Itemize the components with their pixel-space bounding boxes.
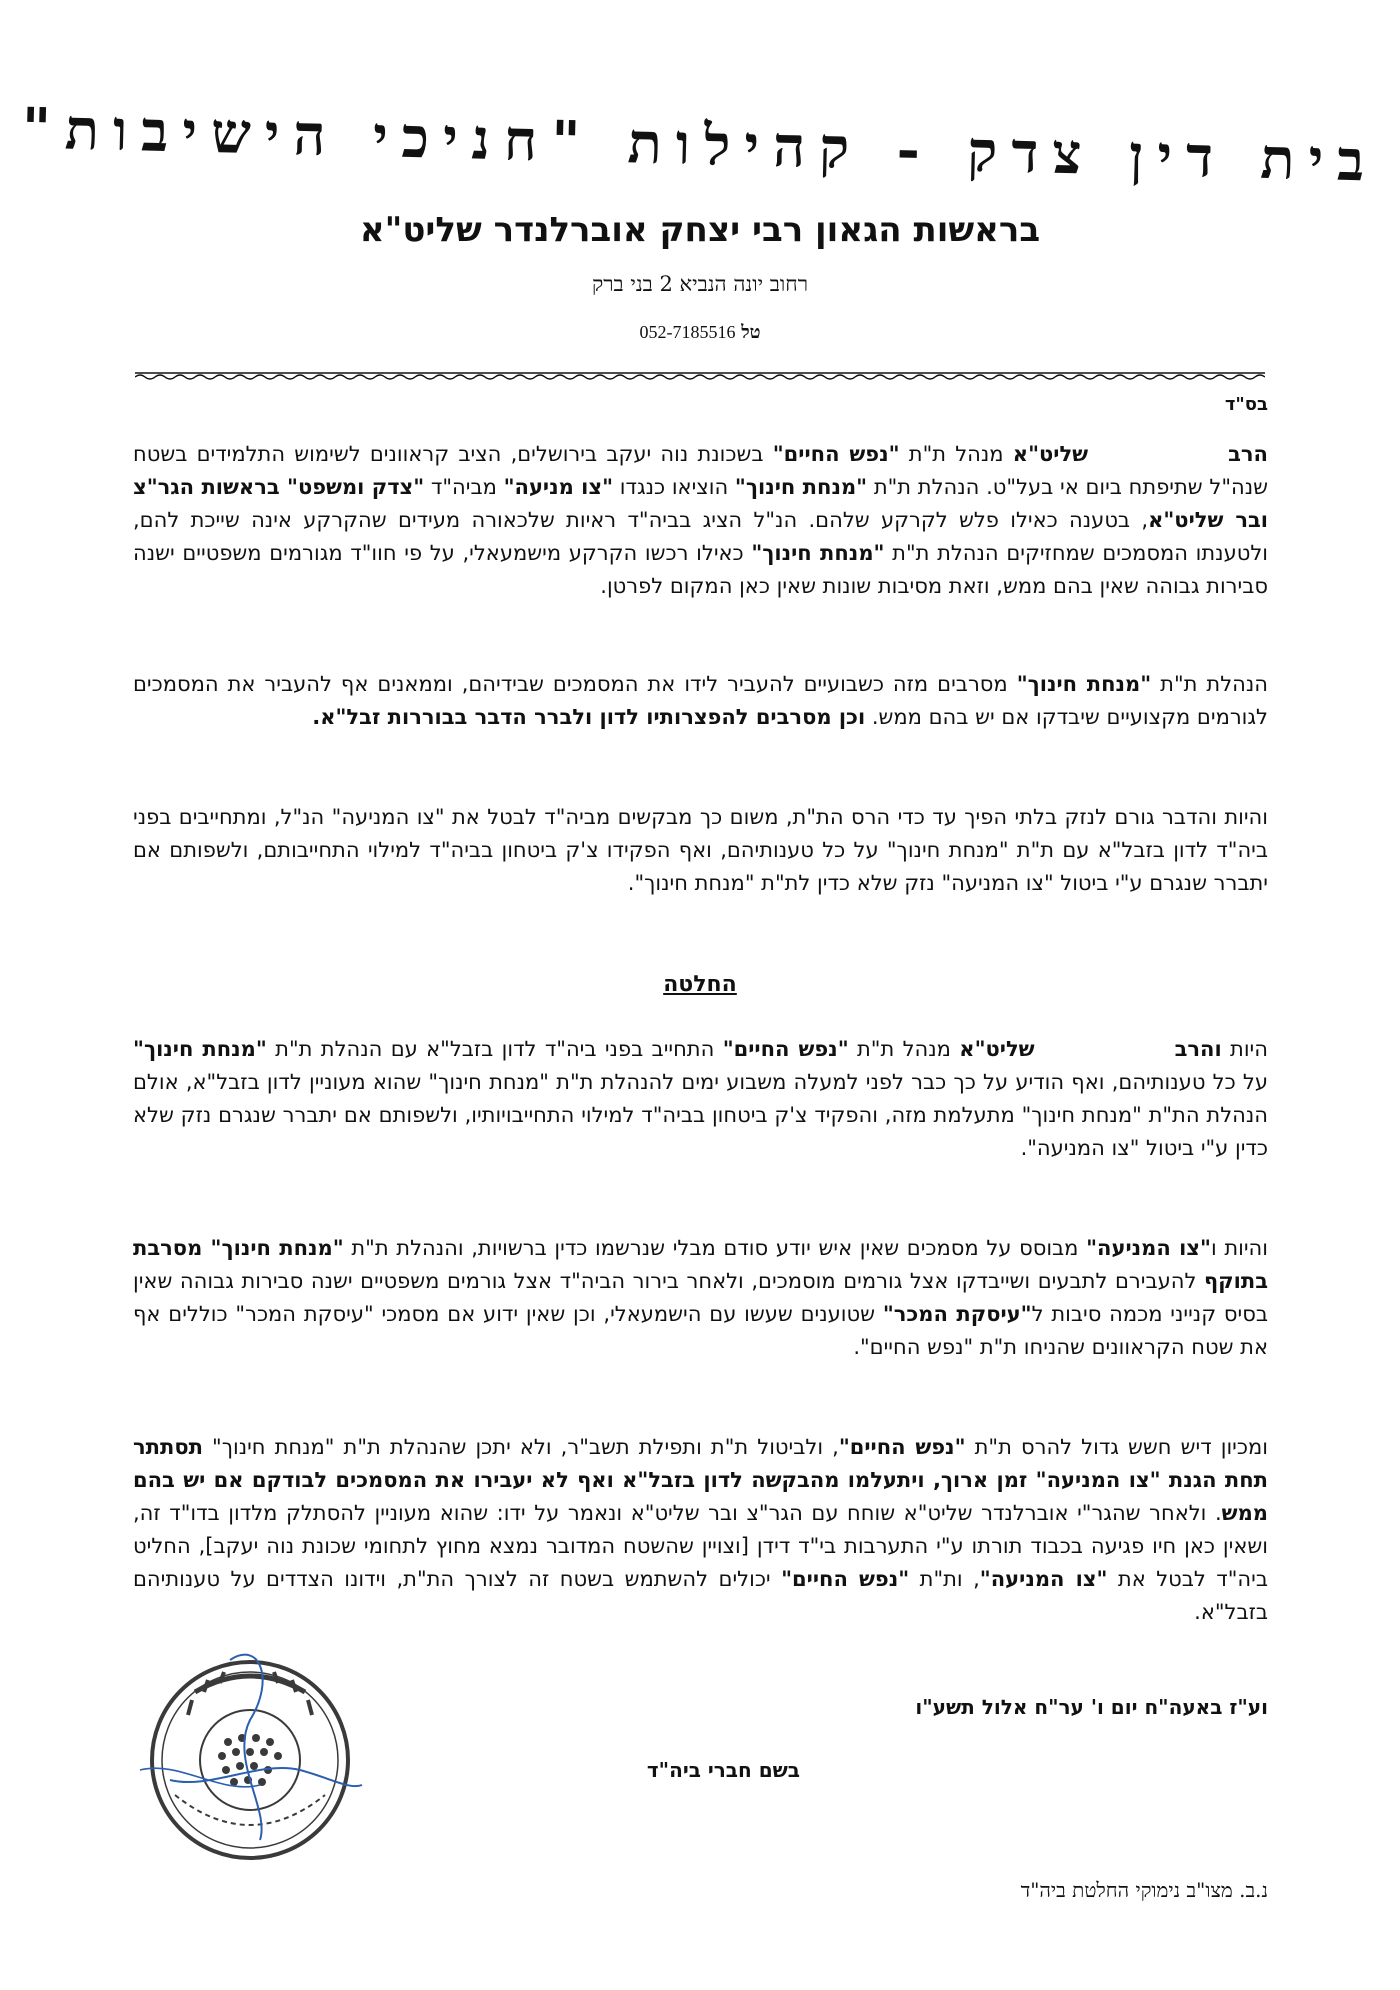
postscript-note: נ.ב. מצו"ב נימוקי החלטת ביה"ד [1020,1878,1268,1902]
text-run: , ולביטול ת"ת ותפילת תשב"ר, ולא יתכן שהנהלת ת"ת "מנחת חינוך" [202,1435,839,1459]
signing-date: וע"ז באעה"ח יום ו' ער"ח אלול תשע"ו [915,1695,1268,1719]
text-run: יכולים להשתמש בשטח זה לצורך הת"ת, וידונו הצדדים על טענותיהם בזבל"א. [133,1567,1268,1624]
paragraph-refusal [133,668,1268,734]
phone-label: טל [741,322,761,343]
text-run: מסרבים מזה כשבועיים להעביר לידו את המסמכים שבידיהם, וממאנים אף להעביר את המסמכים לגורמים מקצועיים שיבדקו אם יש בהם ממש. [133,672,1268,729]
text-shlita: שליט"א [1012,442,1089,466]
text-minchat-refuses: "מנחת חינוך" מסרבת בתוקף [133,1236,1268,1293]
text-run: התחייב בפני ביה"ד לדון בזבל"א עם הנהלת ת"ת [266,1037,723,1061]
court-title: בית דין צדק - קהילות "חניכי הישיבות" [20,95,1380,195]
text-run: שטוענים שעשו עם הישמעאלי, וכן שאין ידוע אם מסמכי "עיסקת המכר" כוללים אף את שטח הקראוונים שהניחו ת"ת "נפש החיים". [133,1302,1268,1359]
text-run: הוציאו כנגדו [613,475,735,499]
text-tzav-meniah: "צו מניעה" [503,475,614,499]
text-run: בשכונת נוה יעקב בירושלים, הציב קראוונים לשימוש התלמידים בשטח שנה"ל שתיפתח ביום אי בעל"ט. הנהלת ת"ת [133,442,1269,499]
text-tzedek-umishpat: "צדק ומשפט" בראשות הגר"צ ובר שליט"א [133,475,1268,532]
phone-number: 052-7185516 [639,322,736,342]
text-nefesh-hachaim: "נפש החיים" [722,1037,849,1061]
text-run: מבוסס על מסמכים שאין איש יודע סודם מבלי שנרשמו כדין ברשויות, והנהלת ת"ת [343,1236,1087,1260]
text-run: והיות ו [1210,1236,1268,1260]
text-refuse-arbitration: וכן מסרבים להפצרותיו לדון ולברר הדבר בבוררות זבל"א. [312,705,866,729]
text-run: מביה"ד [424,475,504,499]
text-run: הנהלת ת"ת [1151,672,1268,696]
text-shlita: שליט"א [959,1037,1035,1061]
text-run: להעבירם לתבעים ושייבדקו אצל גורמים מוסמכים, ולאחר בירור הביה"ד אצל גורמים משפטיים ישנה סבירות גבוהה שאין בסיס קנייני מכמה סיבות ל [133,1269,1269,1326]
court-stamp-icon [100,1620,370,1880]
paragraph-decision-2 [133,1232,1268,1364]
signed-by: בשם חברי ביה"ד [646,1758,800,1782]
paragraph-decision-1 [133,1033,1268,1165]
court-subtitle: בראשות הגאון רבי יצחק אוברלנדר שליט"א [359,210,1041,250]
text-run: . ולאחר שהגר"י אוברלנדר שליט"א שוחח עם הגר"צ ובר שליט"א ונאמר על ידו: שהוא מעוניין להסתלק מלדון בדו"ד זה, ושאין כאן חיו פגיעה בכבוד תורתו ע"י התערבות בי"ד דידן [וצויין שהשטח המדובר נמצא מחוץ לתחומי שכונת נוה יעקב], החליט ביה"ד לבטל את [133,1501,1268,1591]
court-address: רחוב יונה הנביא 2 בני ברק [591,272,809,296]
text-run: , בטענה כאילו פלש לקרקע שלהם. הנ"ל הציג בביה"ד ראיות שלכאורה מעידים שהקרקע אינה שייכת להם, ולטענתו המסמכים שמחזיקים הנהלת ת"ת [133,508,1268,565]
text-run: והיות והדבר גורם לנזק בלתי הפיך עד כדי הרס הת"ת, משום כך מבקשים מביה"ד לבטל את "צו המניעה" הנ"ל, ומתחייבים בפני ביה"ד לדון בזבל"א עם ת"ת "מנחת חינוך" על כל טענותיהם, ואף הפקידו צ'ק ביטחון בביה"ד למילוי התחייבותם, ולשפותם אם יתברר שנגרם ע"י ביטול "צו המניעה" נזק שלא כדין לת"ת "מנחת חינוך". [133,805,1268,895]
text-hiding-behind-order: תסתתר תחת הגנת "צו המניעה" זמן ארוך, ויתעלמו מהבקשה לדון בזבל"א ואף לא יעבירו את המסמכים לבודקם אם יש בהם ממש [133,1435,1268,1525]
paragraph-decision-3 [133,1431,1268,1629]
text-minchat-chinuch: "מנחת חינוך" [1016,672,1152,696]
text-rav: והרב [1174,1037,1222,1061]
text-run: מנהל ת"ת [848,1037,960,1061]
text-sale-deal: "עיסקת המכר" [882,1302,1032,1326]
text-tzav-meniah: "צו המניעה" [1086,1236,1211,1260]
text-tzav-meniah: "צו המניעה" [979,1567,1108,1591]
header-divider [135,370,1265,380]
text-rav: הרב [1228,442,1268,466]
text-nefesh-hachaim: "נפש החיים" [781,1567,910,1591]
text-minchat-chinuch: "מנחת חינוך" [734,475,868,499]
text-run: מנהל ת"ת [899,442,1013,466]
paragraph-request [133,438,1268,603]
paragraph-petition [133,801,1268,900]
text-nefesh-hachaim: "נפש החיים" [772,442,900,466]
text-nefesh-hachaim: "נפש החיים" [838,1435,966,1459]
bsd-mark: בס"ד [1224,394,1268,415]
decision-heading: החלטה [663,972,737,997]
text-run: ומכיון דיש חשש גדול להרס ת"ת [965,1435,1268,1459]
text-run: על כל טענותיהם, ואף הודיע על כך כבר לפני למעלה משבוע ימים להנהלת ת"ת "מנחת חינוך" שהוא מעוניין לדון בזבל"א, אולם הנהלת הת"ת "מנחת חינוך" מתעלמת מזה, והפקיד צ'ק ביטחון בביה"ד למילוי התחייבויותיו, ולשפותם אם יתברר שנגרם נזק שלא כדין ע"י ביטול "צו המניעה". [133,1070,1268,1160]
text-minchat-chinuch: "מנחת חינוך" [133,1037,267,1061]
text-minchat-chinuch: "מנחת חינוך" [751,541,885,565]
text-run: , ות"ת [909,1567,980,1591]
court-phone [0,322,1400,343]
text-run: היות [1221,1037,1268,1061]
text-run: כאילו רכשו הקרקע מישמעאלי, על פי חוו"ד מגורמים משפטיים ישנה סבירות גבוהה שאין בהם ממש, וזאת מסיבות שונות שאין כאן המקום לפרטן. [133,541,1268,598]
